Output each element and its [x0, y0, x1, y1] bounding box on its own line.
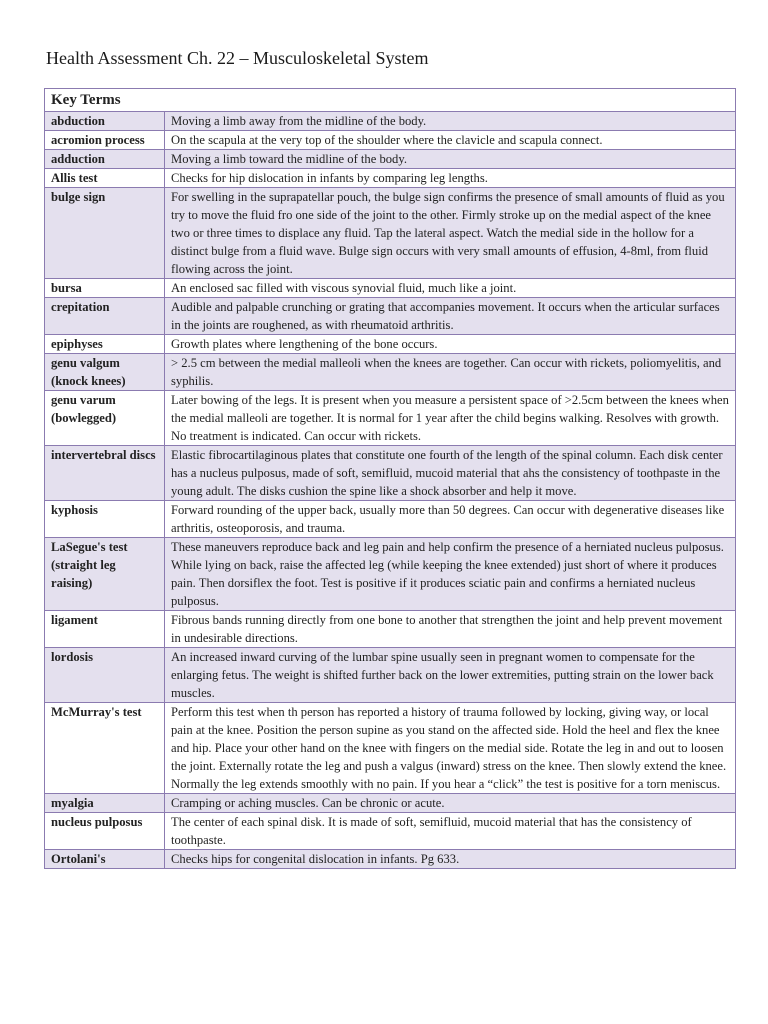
table-row: [45, 611, 736, 648]
definition-cell: Moving a limb toward the midline of the body.: [165, 150, 736, 169]
definition-cell: Audible and palpable crunching or grating that accompanies movement. It occurs when the articular surfaces in the joints are roughened, as with rheumatoid arthritis.: [165, 298, 736, 335]
key-terms-table: [44, 88, 736, 869]
table-row: [45, 188, 736, 279]
term-cell: myalgia: [45, 794, 165, 813]
definition-cell: Cramping or aching muscles. Can be chronic or acute.: [165, 794, 736, 813]
table-row: [45, 703, 736, 794]
table-row: [45, 112, 736, 131]
term-cell: nucleus pulposus: [45, 813, 165, 850]
table-row: [45, 335, 736, 354]
table-row: [45, 131, 736, 150]
table-row: [45, 391, 736, 446]
term-cell: kyphosis: [45, 501, 165, 538]
page-title: Health Assessment Ch. 22 – Musculoskeletal System: [46, 48, 429, 68]
term-cell: crepitation: [45, 298, 165, 335]
term-cell: Allis test: [45, 169, 165, 188]
table-row: [45, 648, 736, 703]
term-cell: acromion process: [45, 131, 165, 150]
term-cell: ligament: [45, 611, 165, 648]
table-row: [45, 298, 736, 335]
table-row: [45, 279, 736, 298]
term-cell: genu valgum (knock knees): [45, 354, 165, 391]
definition-cell: Fibrous bands running directly from one bone to another that strengthen the joint and help prevent movement in undesirable directions.: [165, 611, 736, 648]
definition-cell: Growth plates where lengthening of the bone occurs.: [165, 335, 736, 354]
definition-cell: The center of each spinal disk. It is made of soft, semifluid, mucoid material that has the consistency of toothpaste.: [165, 813, 736, 850]
definition-cell: On the scapula at the very top of the shoulder where the clavicle and scapula connect.: [165, 131, 736, 150]
definition-cell: Checks for hip dislocation in infants by comparing leg lengths.: [165, 169, 736, 188]
term-cell: lordosis: [45, 648, 165, 703]
table-row: [45, 446, 736, 501]
definition-cell: Forward rounding of the upper back, usually more than 50 degrees. Can occur with degenerative diseases like arthritis, osteoporosis, and trauma.: [165, 501, 736, 538]
table-row: [45, 813, 736, 850]
term-cell: bursa: [45, 279, 165, 298]
definition-cell: Later bowing of the legs. It is present when you measure a persistent space of >2.5cm between the knees when the medial malleoli are together. It is normal for 1 year after the child begins walking. Resolves with growth. No treatment is indicated. Can occur with rickets.: [165, 391, 736, 446]
definition-cell: Perform this test when th person has reported a history of trauma followed by locking, giving way, or local pain at the knee. Position the person supine as you stand on the affected side. Hold the heel and flex the knee and hip. Place your other hand on the knee with fingers on the medial side. Rotate the leg in and out to loosen the joint. Externally rotate the leg and push a valgus (inward) stress on the knee. Then slowly extend the knee. Normally the leg extends smoothly with no pain. If you hear a “click” the test is positive for a torn meniscus.: [165, 703, 736, 794]
table-row: [45, 354, 736, 391]
definition-cell: Moving a limb away from the midline of the body.: [165, 112, 736, 131]
term-cell: McMurray's test: [45, 703, 165, 794]
table-row: [45, 850, 736, 869]
term-cell: bulge sign: [45, 188, 165, 279]
term-cell: intervertebral discs: [45, 446, 165, 501]
term-cell: LaSegue's test (straight leg raising): [45, 538, 165, 611]
table-row: [45, 794, 736, 813]
definition-cell: Elastic fibrocartilaginous plates that constitute one fourth of the length of the spinal column. Each disk center has a nucleus pulposus, made of soft, semifluid, mucoid material that ahs the consistency of toothpaste in the young adult. The disks cushion the spine like a shock absorber and help it move.: [165, 446, 736, 501]
table-heading: Key Terms: [45, 89, 736, 112]
table-body: [45, 112, 736, 869]
definition-cell: An increased inward curving of the lumbar spine usually seen in pregnant women to compensate for the enlarging fetus. The weight is shifted further back on the lower extremities, putting strain on the lower back muscles.: [165, 648, 736, 703]
definition-cell: > 2.5 cm between the medial malleoli when the knees are together. Can occur with rickets, poliomyelitis, and syphilis.: [165, 354, 736, 391]
term-cell: Ortolani's: [45, 850, 165, 869]
term-cell: genu varum (bowlegged): [45, 391, 165, 446]
table-row: [45, 150, 736, 169]
term-cell: adduction: [45, 150, 165, 169]
definition-cell: These maneuvers reproduce back and leg pain and help confirm the presence of a herniated nucleus pulposus. While lying on back, raise the affected leg (while keeping the knee extended) just short of where it produces pain. Then dorsiflex the foot. Test is positive if it produces sciatic pain and confirms a herniated nucleus pulposus.: [165, 538, 736, 611]
table-row: [45, 169, 736, 188]
definition-cell: An enclosed sac filled with viscous synovial fluid, much like a joint.: [165, 279, 736, 298]
definition-cell: Checks hips for congenital dislocation in infants. Pg 633.: [165, 850, 736, 869]
term-cell: epiphyses: [45, 335, 165, 354]
term-cell: abduction: [45, 112, 165, 131]
table-row: [45, 501, 736, 538]
table-row: [45, 538, 736, 611]
definition-cell: For swelling in the suprapatellar pouch, the bulge sign confirms the presence of small amounts of fluid as you try to move the fluid fro one side of the joint to the other. Firmly stroke up on the medial aspect of the knee two or three times to displace any fluid. Tap the lateral aspect. Watch the medial side in the hollow for a distinct bulge from a fluid wave. Bulge sign occurs with very small amounts of effusion, 4-8ml, from fluid flowing across the joint.: [165, 188, 736, 279]
